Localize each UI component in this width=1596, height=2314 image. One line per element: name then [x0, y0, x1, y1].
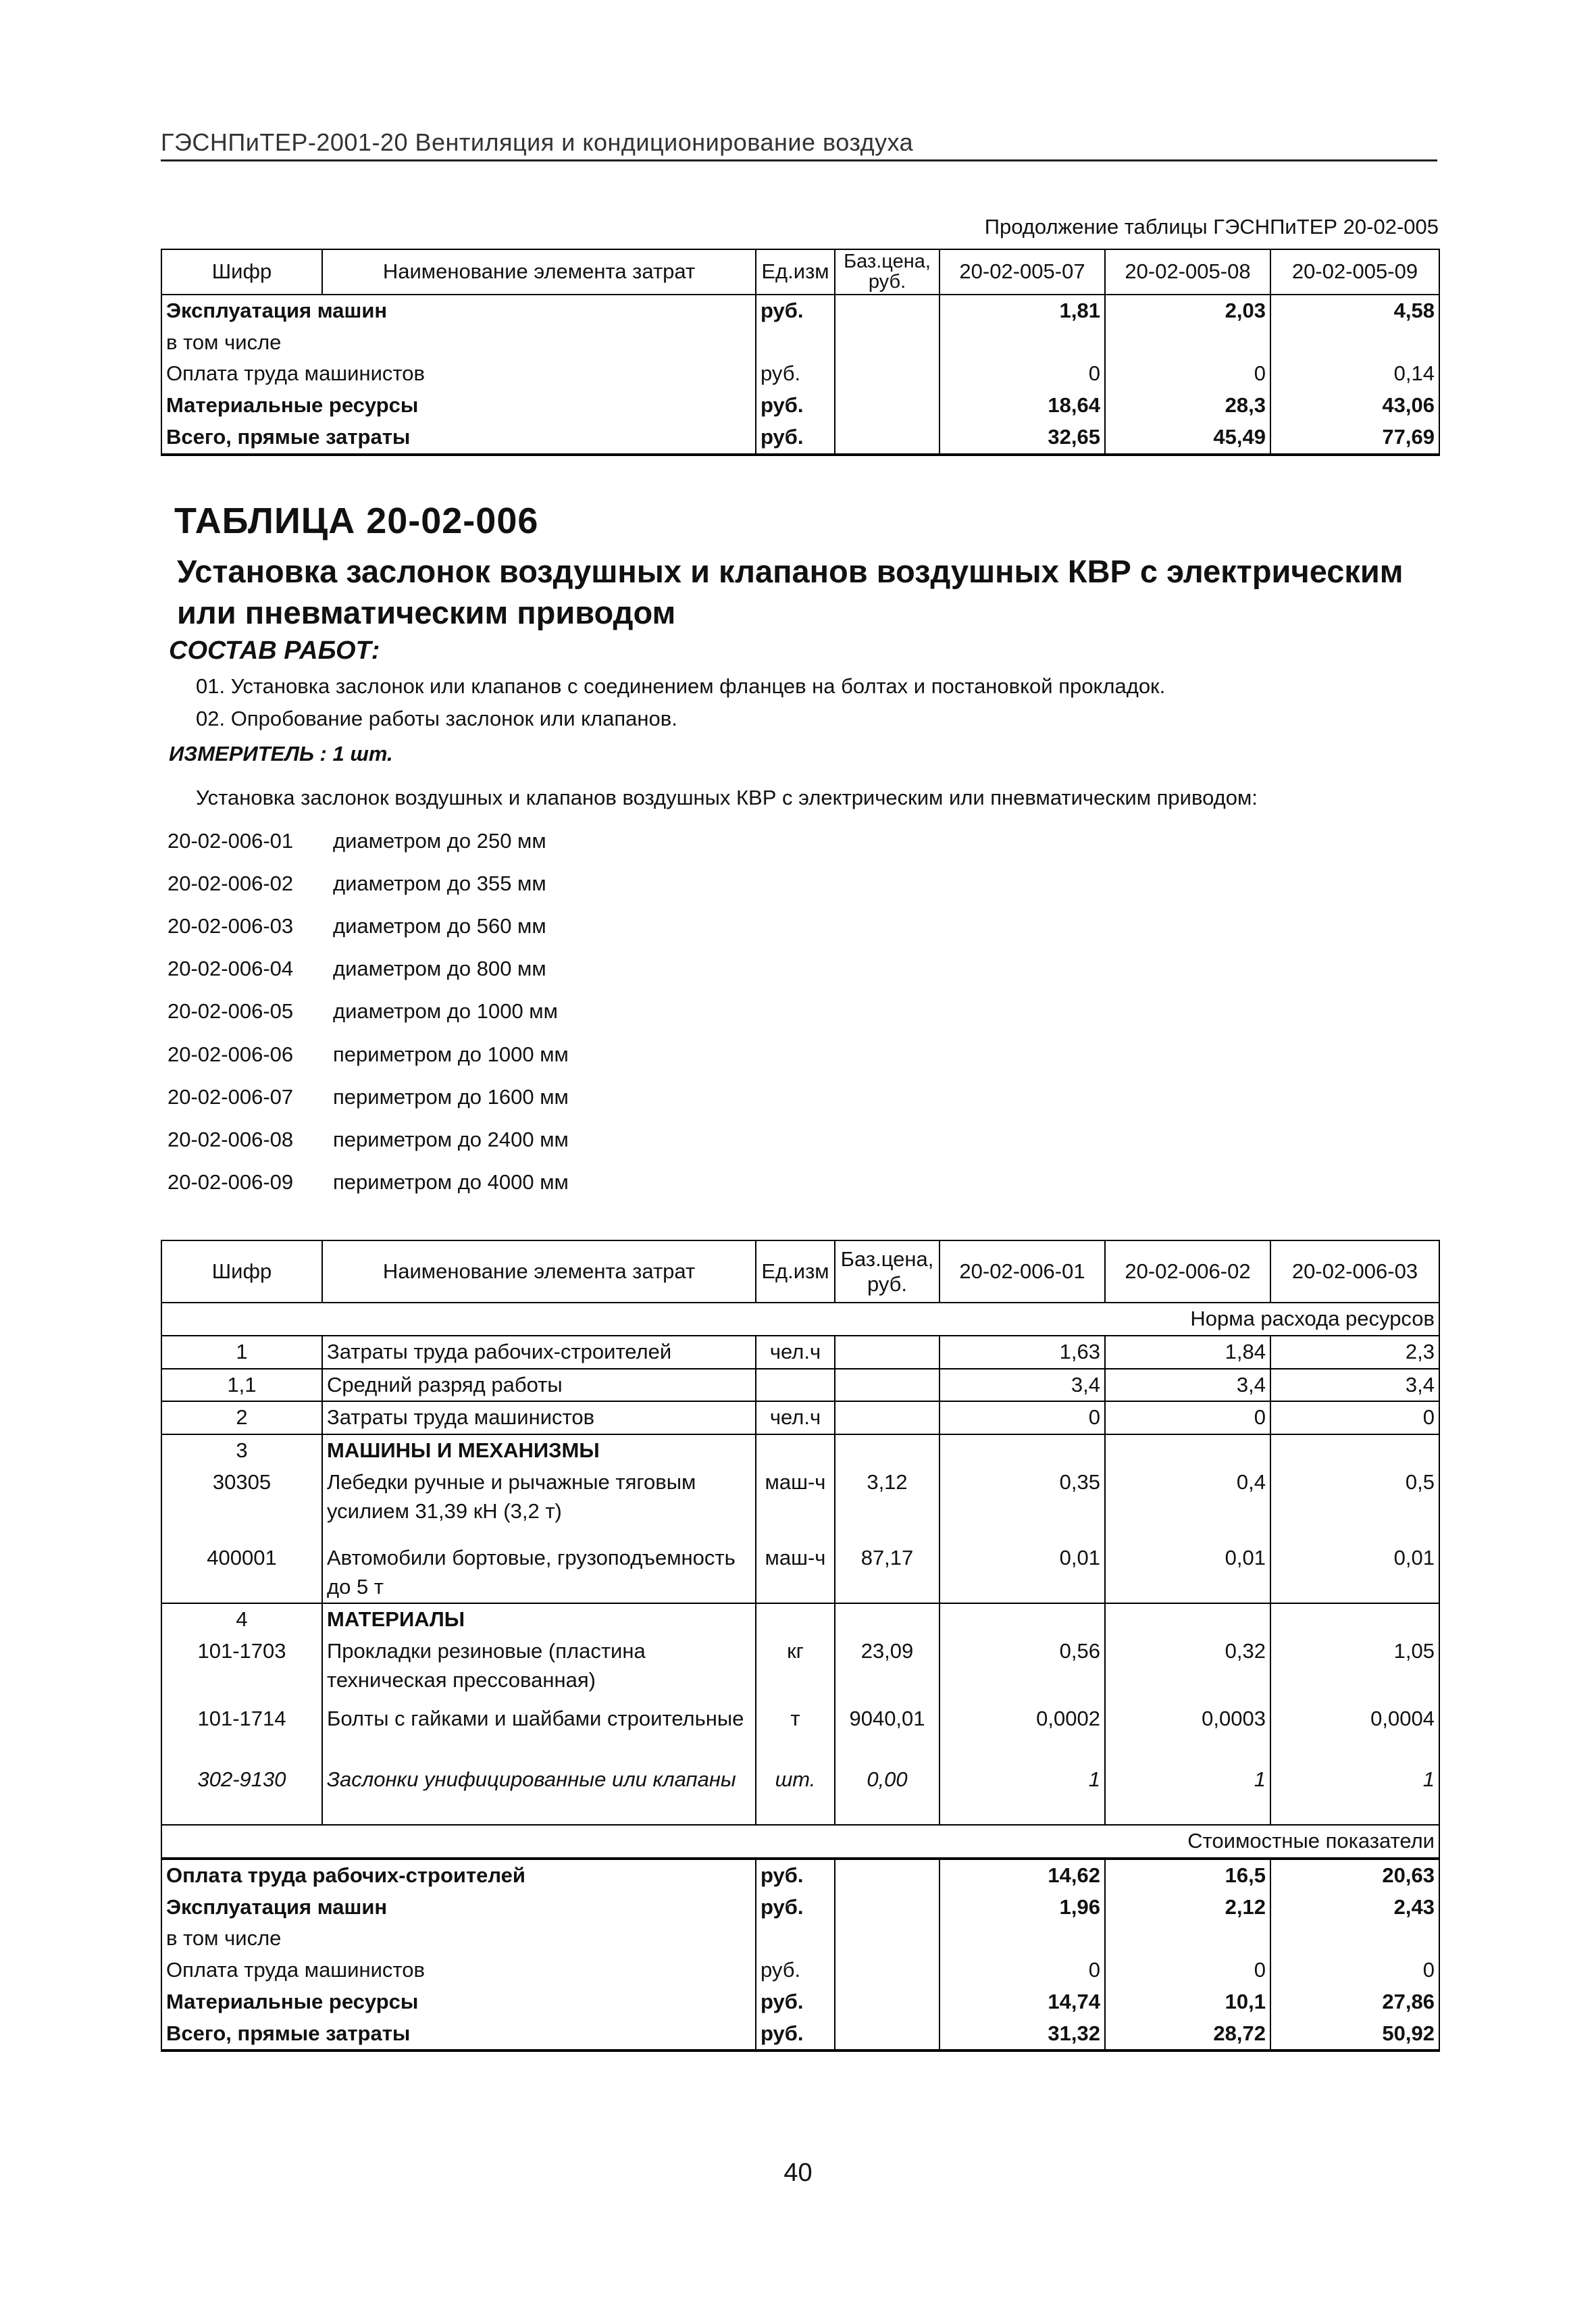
row-value: 0	[1270, 1401, 1439, 1434]
table-20-02-006	[161, 1240, 1440, 2052]
row-code: 4	[161, 1603, 322, 1636]
row-price	[835, 1369, 939, 1402]
row-value: 20,63	[1270, 1859, 1439, 1892]
row-price	[835, 1986, 939, 2018]
row-value	[1270, 327, 1439, 359]
row-unit: руб.	[756, 1986, 835, 2018]
column-header: 20-02-006-02	[1105, 1240, 1270, 1303]
code-list-item	[168, 957, 546, 981]
table-title: ТАБЛИЦА 20-02-006	[174, 501, 539, 541]
row-value: 1	[1105, 1764, 1270, 1825]
row-price	[835, 358, 939, 390]
row-value: 0,0003	[1105, 1703, 1270, 1764]
row-price	[835, 1892, 939, 1923]
row-name: Материальные ресурсы	[161, 1986, 756, 2018]
table-section-row	[161, 1434, 1439, 1467]
row-name: МАТЕРИАЛЫ	[322, 1603, 756, 1636]
row-code: 3	[161, 1434, 322, 1467]
code-description: диаметром до 250 мм	[333, 829, 546, 853]
band-label-norm: Норма расхода ресурсов	[161, 1303, 1439, 1336]
row-value: 0,32	[1105, 1636, 1270, 1703]
row-value	[1105, 1434, 1270, 1467]
row-code: 30305	[161, 1467, 322, 1542]
row-value: 14,74	[939, 1986, 1105, 2018]
row-price	[835, 1923, 939, 1955]
row-price	[835, 390, 939, 422]
row-value: 18,64	[939, 390, 1105, 422]
row-value: 0,01	[1270, 1542, 1439, 1604]
table-row	[161, 1636, 1439, 1703]
row-name: Заслонки унифицированные или клапаны	[322, 1764, 756, 1825]
row-unit: маш-ч	[756, 1542, 835, 1604]
table-row	[161, 1955, 1439, 1986]
code-description: периметром до 4000 мм	[333, 1170, 569, 1194]
row-value: 14,62	[939, 1859, 1105, 1892]
code-number: 20-02-006-03	[168, 914, 294, 938]
row-value	[939, 1434, 1105, 1467]
work-item: 02. Опробование работы заслонок или клапанов.	[196, 707, 677, 730]
row-value: 1,96	[939, 1892, 1105, 1923]
code-number: 20-02-006-05	[168, 999, 294, 1023]
table-row	[161, 1542, 1439, 1604]
row-unit: руб.	[756, 390, 835, 422]
row-value	[1105, 1923, 1270, 1955]
row-code: 101-1703	[161, 1636, 322, 1703]
table-section-row	[161, 1603, 1439, 1636]
row-value: 2,43	[1270, 1892, 1439, 1923]
row-value: 3,4	[1105, 1369, 1270, 1402]
row-name: Затраты труда рабочих-строителей	[322, 1336, 756, 1369]
row-value	[939, 1923, 1105, 1955]
row-price	[835, 422, 939, 455]
row-name: в том числе	[161, 1923, 756, 1955]
table-row	[161, 295, 1439, 327]
row-value: 0	[939, 1401, 1105, 1434]
row-value: 0	[1105, 1955, 1270, 1986]
band-row	[161, 1303, 1439, 1336]
row-value: 0,01	[1105, 1542, 1270, 1604]
table-row	[161, 1859, 1439, 1892]
row-name: Эксплуатация машин	[161, 1892, 756, 1923]
code-description: диаметром до 1000 мм	[333, 999, 558, 1023]
row-name: Оплата труда машинистов	[161, 1955, 756, 1986]
row-value: 16,5	[1105, 1859, 1270, 1892]
row-value: 1,05	[1270, 1636, 1439, 1703]
column-header: 20-02-005-09	[1270, 249, 1439, 295]
row-unit: руб.	[756, 358, 835, 390]
row-price: 3,12	[835, 1467, 939, 1542]
code-description: диаметром до 355 мм	[333, 872, 546, 895]
code-list-item	[168, 872, 546, 896]
table-row	[161, 1923, 1439, 1955]
column-header: Баз.цена, руб.	[835, 249, 939, 295]
row-value: 3,4	[1270, 1369, 1439, 1402]
row-price	[835, 1859, 939, 1892]
codes-intro: Установка заслонок воздушных и клапанов воздушных КВР с электрическим или пневматическим приводом:	[196, 786, 1258, 809]
row-price: 0,00	[835, 1764, 939, 1825]
row-price	[835, 1603, 939, 1636]
row-price	[835, 1955, 939, 1986]
column-header: Баз.цена, руб.	[835, 1240, 939, 1303]
table-row	[161, 1336, 1439, 1369]
row-value: 4,58	[1270, 295, 1439, 327]
row-unit	[756, 1369, 835, 1402]
row-value	[1270, 1923, 1439, 1955]
row-value: 0	[939, 1955, 1105, 1986]
row-value	[1270, 1603, 1439, 1636]
table-row	[161, 327, 1439, 359]
row-value: 10,1	[1105, 1986, 1270, 2018]
table-row	[161, 1986, 1439, 2018]
row-name: Прокладки резиновые (пластина техническая прессованная)	[322, 1636, 756, 1703]
table-continuation-caption: Продолжение таблицы ГЭСНПиТЕР 20-02-005	[984, 215, 1439, 238]
row-value: 0,56	[939, 1636, 1105, 1703]
row-value: 31,32	[939, 2018, 1105, 2051]
row-unit: чел.ч	[756, 1336, 835, 1369]
row-value: 0,14	[1270, 358, 1439, 390]
row-value: 77,69	[1270, 422, 1439, 455]
code-description: периметром до 1600 мм	[333, 1085, 569, 1109]
column-header: Шифр	[161, 1240, 322, 1303]
code-list-item	[168, 1042, 569, 1067]
band-row	[161, 1825, 1439, 1859]
row-unit	[756, 1603, 835, 1636]
row-value: 1,81	[939, 295, 1105, 327]
row-value: 0,0004	[1270, 1703, 1439, 1764]
band-label-cost: Стоимостные показатели	[161, 1825, 1439, 1859]
row-code: 101-1714	[161, 1703, 322, 1764]
column-header: 20-02-006-03	[1270, 1240, 1439, 1303]
code-list-item	[168, 914, 546, 938]
row-name: Материальные ресурсы	[161, 390, 756, 422]
row-value: 3,4	[939, 1369, 1105, 1402]
code-number: 20-02-006-02	[168, 872, 294, 895]
row-value	[939, 1603, 1105, 1636]
row-unit: кг	[756, 1636, 835, 1703]
row-name: Затраты труда машинистов	[322, 1401, 756, 1434]
row-name: Эксплуатация машин	[161, 295, 756, 327]
row-value: 0,0002	[939, 1703, 1105, 1764]
row-unit: руб.	[756, 1892, 835, 1923]
row-unit: руб.	[756, 1859, 835, 1892]
row-name: Лебедки ручные и рычажные тяговым усилием 31,39 кН (3,2 т)	[322, 1467, 756, 1542]
row-value: 0	[1105, 358, 1270, 390]
row-value: 2,12	[1105, 1892, 1270, 1923]
row-price: 87,17	[835, 1542, 939, 1604]
row-unit: руб.	[756, 295, 835, 327]
code-list-item	[168, 999, 558, 1024]
row-value: 43,06	[1270, 390, 1439, 422]
row-value: 1	[1270, 1764, 1439, 1825]
column-header: 20-02-006-01	[939, 1240, 1105, 1303]
running-title: ГЭСНПиТЕР-2001-20 Вентиляция и кондиционирование воздуха	[161, 128, 1437, 161]
row-value: 32,65	[939, 422, 1105, 455]
code-number: 20-02-006-06	[168, 1042, 294, 1066]
table-row	[161, 2018, 1439, 2051]
row-price	[835, 1401, 939, 1434]
row-price	[835, 1434, 939, 1467]
row-unit: руб.	[756, 422, 835, 455]
row-unit: чел.ч	[756, 1401, 835, 1434]
table-row	[161, 1764, 1439, 1825]
row-unit: маш-ч	[756, 1467, 835, 1542]
work-item: 01. Установка заслонок или клапанов с соединением фланцев на болтах и постановкой прокладок.	[196, 674, 1166, 698]
row-value	[939, 327, 1105, 359]
row-price	[835, 327, 939, 359]
row-value: 1	[939, 1764, 1105, 1825]
code-number: 20-02-006-04	[168, 957, 294, 980]
row-value: 45,49	[1105, 422, 1270, 455]
row-value: 1,84	[1105, 1336, 1270, 1369]
row-value: 50,92	[1270, 2018, 1439, 2051]
row-price	[835, 1336, 939, 1369]
row-value	[1270, 1434, 1439, 1467]
row-unit	[756, 1434, 835, 1467]
column-header: Наименование элемента затрат	[322, 1240, 756, 1303]
table-row	[161, 1369, 1439, 1402]
row-unit: шт.	[756, 1764, 835, 1825]
row-name: Всего, прямые затраты	[161, 422, 756, 455]
code-number: 20-02-006-08	[168, 1128, 294, 1151]
table-header-row	[161, 1240, 1439, 1303]
table-20-02-005-continuation	[161, 249, 1440, 456]
code-list-item	[168, 1128, 569, 1152]
row-value: 0,35	[939, 1467, 1105, 1542]
code-list-item	[168, 1170, 569, 1194]
row-code: 2	[161, 1401, 322, 1434]
row-value: 0,4	[1105, 1467, 1270, 1542]
row-value: 28,3	[1105, 390, 1270, 422]
table-row	[161, 1401, 1439, 1434]
row-name: Оплата труда рабочих-строителей	[161, 1859, 756, 1892]
column-header: Наименование элемента затрат	[322, 249, 756, 295]
row-value: 27,86	[1270, 1986, 1439, 2018]
table-row	[161, 358, 1439, 390]
row-name: МАШИНЫ И МЕХАНИЗМЫ	[322, 1434, 756, 1467]
row-value: 0	[939, 358, 1105, 390]
works-label: СОСТАВ РАБОТ:	[169, 636, 380, 665]
code-description: периметром до 2400 мм	[333, 1128, 569, 1151]
row-value	[1105, 1603, 1270, 1636]
row-value	[1105, 327, 1270, 359]
row-code: 302-9130	[161, 1764, 322, 1825]
page-number: 40	[783, 2159, 813, 2187]
row-price	[835, 2018, 939, 2051]
code-number: 20-02-006-07	[168, 1085, 294, 1109]
row-unit	[756, 1923, 835, 1955]
table-row	[161, 1703, 1439, 1764]
code-list-item	[168, 1085, 569, 1109]
column-header: 20-02-005-08	[1105, 249, 1270, 295]
table-header-row	[161, 249, 1439, 295]
row-name: Средний разряд работы	[322, 1369, 756, 1402]
row-unit: т	[756, 1703, 835, 1764]
row-value: 28,72	[1105, 2018, 1270, 2051]
row-code: 1	[161, 1336, 322, 1369]
table-row	[161, 422, 1439, 455]
code-description: периметром до 1000 мм	[333, 1042, 569, 1066]
code-description: диаметром до 560 мм	[333, 914, 546, 938]
table-row	[161, 390, 1439, 422]
column-header: 20-02-005-07	[939, 249, 1105, 295]
column-header: Шифр	[161, 249, 322, 295]
row-price: 9040,01	[835, 1703, 939, 1764]
row-unit	[756, 327, 835, 359]
row-name: Оплата труда машинистов	[161, 358, 756, 390]
row-value: 0,5	[1270, 1467, 1439, 1542]
row-price	[835, 295, 939, 327]
row-value: 0,01	[939, 1542, 1105, 1604]
row-value: 0	[1270, 1955, 1439, 1986]
row-value: 2,03	[1105, 295, 1270, 327]
row-price: 23,09	[835, 1636, 939, 1703]
column-header: Ед.изм	[756, 249, 835, 295]
table-subtitle: Установка заслонок воздушных и клапанов воздушных КВР с электрическим или пневматическим приводом	[177, 553, 1404, 631]
row-name: Болты с гайками и шайбами строительные	[322, 1703, 756, 1764]
row-value: 2,3	[1270, 1336, 1439, 1369]
row-value: 0	[1105, 1401, 1270, 1434]
code-number: 20-02-006-01	[168, 829, 294, 853]
meter-label: ИЗМЕРИТЕЛЬ : 1 шт.	[169, 742, 393, 765]
table-row	[161, 1892, 1439, 1923]
code-description: диаметром до 800 мм	[333, 957, 546, 980]
row-value: 1,63	[939, 1336, 1105, 1369]
code-list-item	[168, 829, 546, 853]
row-unit: руб.	[756, 1955, 835, 1986]
row-code: 1,1	[161, 1369, 322, 1402]
code-number: 20-02-006-09	[168, 1170, 294, 1194]
column-header: Ед.изм	[756, 1240, 835, 1303]
row-name: Автомобили бортовые, грузоподъемность до 5 т	[322, 1542, 756, 1604]
row-unit: руб.	[756, 2018, 835, 2051]
table-row	[161, 1467, 1439, 1542]
row-name: Всего, прямые затраты	[161, 2018, 756, 2051]
row-name: в том числе	[161, 327, 756, 359]
row-code: 400001	[161, 1542, 322, 1604]
